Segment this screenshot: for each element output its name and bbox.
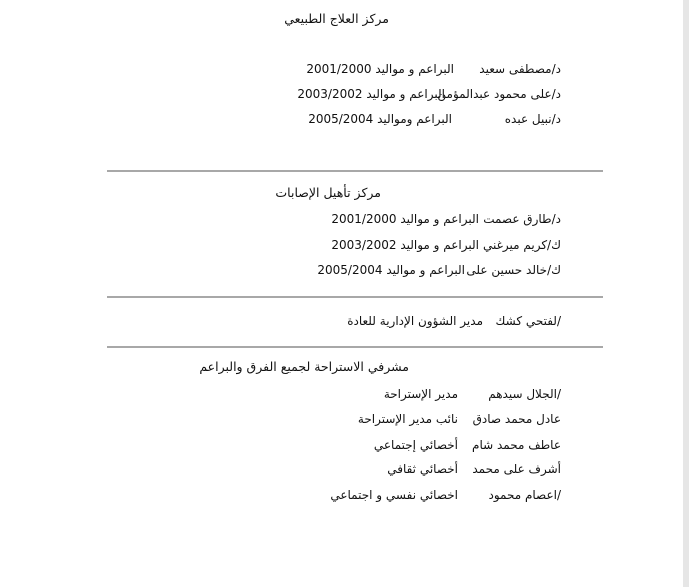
- staff-name: د/نبيل عبده: [504, 112, 561, 126]
- staff-assignment: أخصائي ثقافي: [387, 462, 458, 476]
- section-title-natural-therapy: مركز العلاج الطبيعي: [284, 11, 389, 26]
- staff-name: /الجلال سيدهم: [488, 387, 561, 401]
- staff-name: /لفتحي كشك: [495, 314, 561, 328]
- staff-name: /اعصام محمود: [488, 488, 561, 502]
- staff-name: د/طارق عصمت: [483, 212, 561, 226]
- section-title-supervisors: مشرفي الاستراحة لجميع الفرق والبراعم: [199, 359, 409, 374]
- staff-name: د/على محمود عبدالمؤمن: [437, 87, 561, 101]
- staff-name: أشرف على محمد: [472, 462, 561, 476]
- staff-assignment: البراعم و مواليد 2001/2000: [306, 62, 454, 76]
- staff-name: د/مصطفى سعيد: [479, 62, 561, 76]
- staff-assignment: البراعم و مواليد 2005/2004: [317, 263, 465, 277]
- section-divider: [107, 170, 603, 172]
- staff-assignment: أخصائي إجتماعي: [373, 438, 458, 452]
- window-scroll-gutter: [683, 0, 689, 587]
- staff-assignment: مدير الإستراحة: [383, 387, 458, 401]
- staff-assignment: البراعم و مواليد 2003/2002: [297, 87, 445, 101]
- staff-name: ك/كريم ميرغني: [483, 238, 561, 252]
- staff-name: ك/خالد حسين على: [466, 263, 561, 277]
- staff-assignment: البراعم و مواليد 2003/2002: [331, 238, 479, 252]
- staff-assignment: اخصائي نفسي و اجتماعي: [330, 488, 458, 502]
- staff-assignment: البراعم ومواليد 2005/2004: [308, 112, 452, 126]
- section-divider: [107, 296, 603, 298]
- staff-assignment: نائب مدير الإستراحة: [357, 412, 458, 426]
- section-title-injury-rehab: مركز تأهيل الإصابات: [275, 185, 381, 200]
- staff-assignment: البراعم و مواليد 2001/2000: [331, 212, 479, 226]
- staff-name: عادل محمد صادق: [472, 412, 561, 426]
- staff-assignment: مدير الشؤون الإدارية للعادة: [347, 314, 483, 328]
- staff-name: عاطف محمد شام: [472, 438, 561, 452]
- section-divider: [107, 346, 603, 348]
